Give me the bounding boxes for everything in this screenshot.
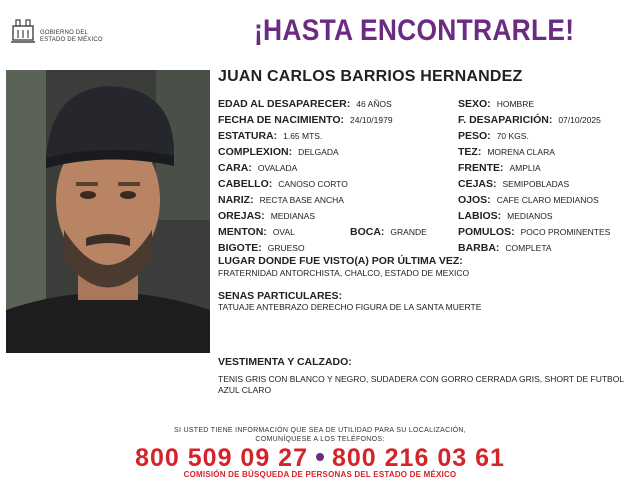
phone-numbers: [0, 444, 640, 473]
last-seen-label: LUGAR DONDE FUE VISTO(A) POR ÚLTIMA VEZ:: [218, 255, 463, 267]
field-eyes: [458, 192, 599, 207]
commission-footer: COMISIÓN DE BÚSQUEDA DE PERSONAS DEL ESTADO DE MÉXICO: [183, 470, 457, 479]
marks-label: SENAS PARTICULARES:: [218, 290, 343, 302]
phone-number-2[interactable]: 800 216 03 61: [332, 444, 505, 472]
field-value: AMPLIA: [509, 163, 541, 173]
separator-dot-icon: [316, 453, 324, 461]
field-label: BIGOTE:: [218, 242, 262, 254]
field-label: MENTON:: [218, 226, 267, 238]
field-label: POMULOS:: [458, 226, 515, 238]
person-name: JUAN CARLOS BARRIOS HERNANDEZ: [218, 68, 523, 85]
field-beard: [458, 240, 552, 255]
field-chin: [218, 224, 295, 239]
field-value: SEMIPOBLADAS: [502, 179, 570, 189]
field-label: FECHA DE NACIMIENTO:: [218, 114, 344, 126]
field-disappearance-date: [458, 112, 601, 127]
contact-info-line-1: SI USTED TIENE INFORMACIÓN QUE SEA DE UTILIDAD PARA SU LOCALIZACIÓN,: [173, 427, 467, 434]
field-lips: [458, 208, 553, 223]
field-hair: [218, 176, 348, 191]
field-value: MEDIANOS: [507, 211, 553, 221]
last-seen-value: FRATERNIDAD ANTORCHISTA, CHALCO, ESTADO DE MEXICO: [218, 268, 470, 278]
field-mouth: [350, 224, 427, 239]
field-value: 1.65 MTS.: [283, 131, 323, 141]
field-height: [218, 128, 322, 143]
field-ears: [218, 208, 315, 223]
field-face: [218, 160, 297, 175]
clothing-value: TENIS GRIS CON BLANCO Y NEGRO, SUDADERA CON GORRO CERRADA GRIS, SHORT DE FUTBOL AZUL CLARO: [218, 374, 624, 395]
field-label: EDAD AL DESAPARECER:: [218, 98, 351, 110]
field-label: OREJAS:: [218, 210, 265, 222]
field-build: [218, 144, 339, 159]
field-value: 70 KGS.: [496, 131, 529, 141]
clothing-label: VESTIMENTA Y CALZADO:: [218, 356, 352, 368]
state-emblem-icon: [10, 16, 36, 46]
field-value: 07/10/2025: [558, 115, 601, 125]
field-value: CANOSO CORTO: [278, 179, 348, 189]
field-eyebrows: [458, 176, 569, 191]
field-value: OVALADA: [257, 163, 298, 173]
logo-line-2: ESTADO DE MÉXICO: [40, 37, 103, 43]
field-label: CARA:: [218, 162, 252, 174]
field-value: 24/10/1979: [350, 115, 393, 125]
field-label: F. DESAPARICIÓN:: [458, 114, 553, 126]
field-value: MORENA CLARA: [487, 147, 555, 157]
field-label: ESTATURA:: [218, 130, 278, 142]
field-label: TEZ:: [458, 146, 482, 158]
field-birth-date: [218, 112, 393, 127]
field-mustache: [218, 240, 305, 255]
field-label: COMPLEXION:: [218, 146, 293, 158]
field-forehead: [458, 160, 541, 175]
field-value: COMPLETA: [505, 243, 552, 253]
field-value: POCO PROMINENTES: [520, 227, 611, 237]
field-sex: [458, 96, 534, 111]
logo-text: [40, 30, 103, 44]
logo-line-1: GOBIERNO DEL: [40, 30, 89, 36]
field-nose: [218, 192, 344, 207]
field-age: [218, 96, 392, 111]
field-value: DELGADA: [298, 147, 339, 157]
government-logo: [10, 16, 120, 50]
field-weight: [458, 128, 529, 143]
field-label: FRENTE:: [458, 162, 504, 174]
field-label: CEJAS:: [458, 178, 497, 190]
field-label: NARIZ:: [218, 194, 254, 206]
field-value: 46 AÑOS: [356, 99, 392, 109]
field-value: CAFE CLARO MEDIANOS: [496, 195, 599, 205]
phone-number-1[interactable]: 800 509 09 27: [135, 444, 308, 472]
marks-value: TATUAJE ANTEBRAZO DERECHO FIGURA DE LA SANTA MUERTE: [218, 302, 482, 312]
page-headline: ¡HASTA ENCONTRARLE!: [254, 14, 575, 47]
field-label: SEXO:: [458, 98, 491, 110]
field-label: OJOS:: [458, 194, 491, 206]
contact-info-line-2: COMUNÍQUESE A LOS TELÉFONOS:: [255, 436, 385, 443]
field-value: OVAL: [272, 227, 295, 237]
field-value: HOMBRE: [496, 99, 534, 109]
field-cheekbones: [458, 224, 610, 239]
portrait-illustration: [6, 70, 210, 353]
field-skin: [458, 144, 555, 159]
field-value: GRANDE: [390, 227, 427, 237]
field-value: GRUESO: [267, 243, 305, 253]
field-label: CABELLO:: [218, 178, 273, 190]
field-label: BARBA:: [458, 242, 500, 254]
field-label: PESO:: [458, 130, 491, 142]
field-value: RECTA BASE ANCHA: [259, 195, 344, 205]
field-label: LABIOS:: [458, 210, 502, 222]
field-label: BOCA:: [350, 226, 385, 238]
field-value: MEDIANAS: [270, 211, 316, 221]
person-photo: [6, 70, 210, 353]
